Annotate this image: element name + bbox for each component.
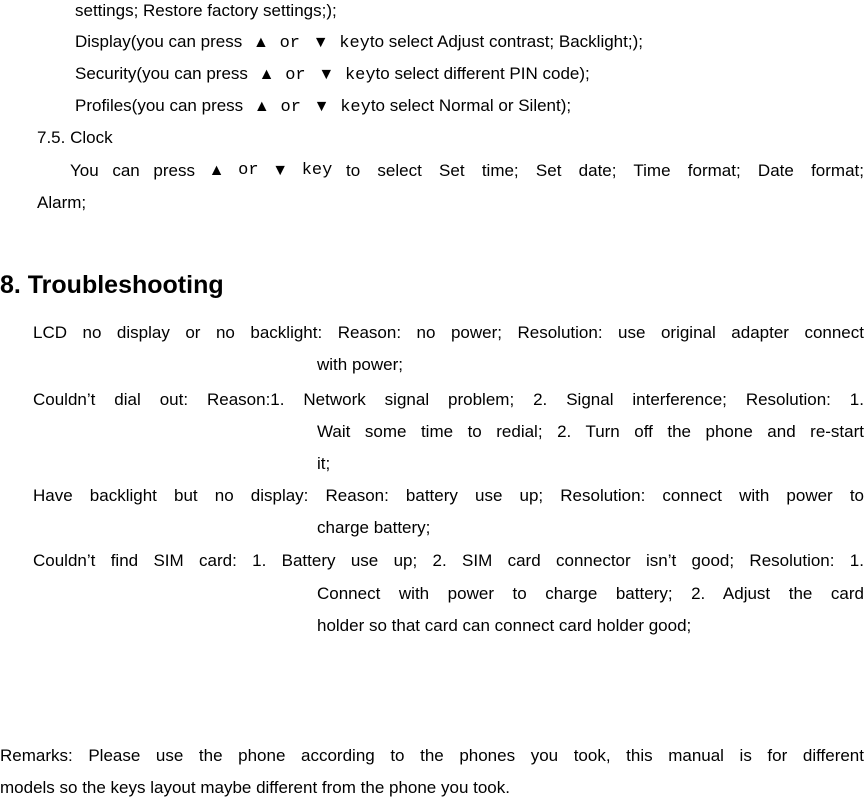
trouble-4-cont: Connect with power to charge battery; 2. Adjust the card [317,584,864,603]
or-text: or [238,161,259,180]
down-arrow-icon: ▼ [313,98,330,115]
trouble-4-cont2: holder so that card can connect card holder good; [317,616,692,635]
remarks-cont: models so the keys layout maybe different from the phone you took. [0,778,510,797]
trouble-4-line: Couldn’t find SIM card: 1. Battery use up; 2. SIM card connector isn’t good; Resolution: 1. [33,551,864,570]
key-text: key [340,98,371,117]
trouble-2-cont: Wait some time to redial; 2. Turn off the phone and re-start [317,422,864,441]
up-arrow-icon: ▲ [258,66,275,83]
menu-settings-text: settings; Restore factory settings;); [75,1,337,20]
display-post-text: to select Adjust contrast; Backlight;); [369,32,643,51]
trouble-1-cont: with power; [317,355,403,374]
security-text: Security(you can press [75,64,248,83]
clock-rest-text: to select Set time; Set date; Time format; Date format; [345,161,864,180]
or-text: or [285,66,306,85]
trouble-3-cont: charge battery; [317,518,431,537]
menu-settings-line [75,0,337,22]
clock-line [70,160,864,182]
clock-cont-text: Alarm; [37,193,87,212]
clock-word: can [112,161,140,180]
or-text: or [280,98,301,117]
or-text: or [279,34,300,53]
section-heading: 8. Troubleshooting [0,271,224,299]
trouble-2-line: Couldn’t dial out: Reason:1. Network signal problem; 2. Signal interference; Resolution: 1. [33,390,864,409]
trouble-1-line: LCD no display or no backlight: Reason: no power; Resolution: use original adapter connect [33,323,864,342]
menu-profiles-line [75,95,571,119]
key-text: key [339,34,370,53]
clock-cont-line [37,192,86,214]
clock-heading-text: 7.5. Clock [37,128,113,147]
clock-word: press [153,161,195,180]
clock-heading [37,127,113,149]
down-arrow-icon: ▼ [312,34,329,51]
up-arrow-icon: ▲ [252,34,269,51]
menu-security-line [75,63,590,87]
key-text: key [301,161,333,180]
down-arrow-icon: ▼ [318,66,335,83]
up-arrow-icon: ▲ [253,98,270,115]
menu-display-line [75,31,643,55]
profiles-post-text: to select Normal or Silent); [370,96,572,115]
remarks-line: Remarks: Please use the phone according to the phones you took, this manual is for different [0,746,864,765]
profiles-text: Profiles(you can press [75,96,244,115]
display-text: Display(you can press [75,32,243,51]
security-post-text: to select different PIN code); [375,64,590,83]
trouble-2-cont2: it; [317,454,331,473]
trouble-3-line: Have backlight but no display: Reason: battery use up; Resolution: connect with power to [33,486,864,505]
down-arrow-icon: ▼ [272,162,289,179]
up-arrow-icon: ▲ [208,162,225,179]
key-text: key [344,66,376,85]
clock-word: You [70,161,99,180]
